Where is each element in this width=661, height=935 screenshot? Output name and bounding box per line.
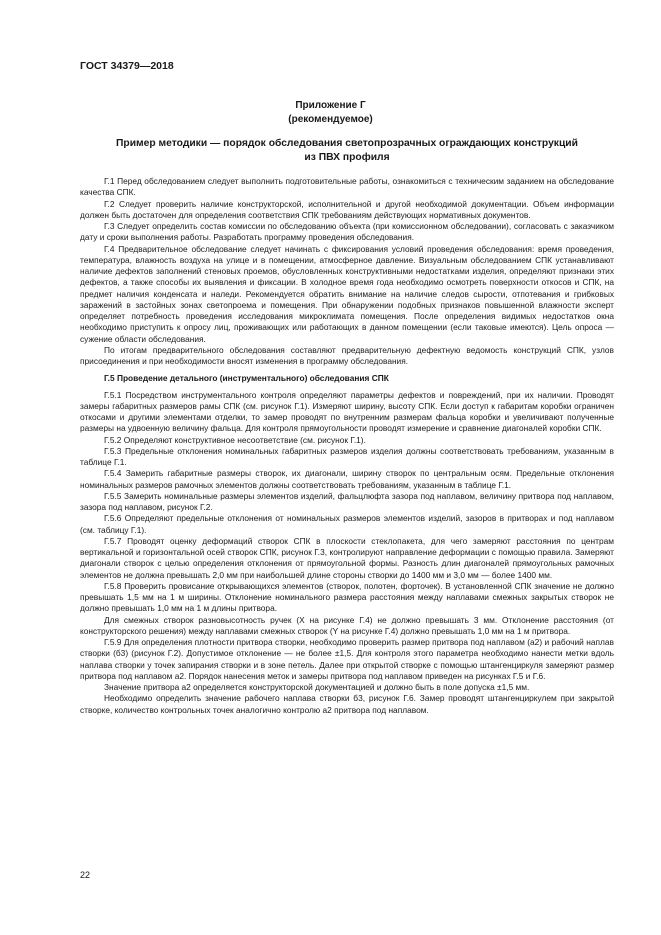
title-line-2: из ПВХ профиля [304, 152, 390, 163]
paragraph-g5-7: Г.5.7 Проводят оценку деформаций створок СПК в плоскости стеклопакета, для чего замеряют расстояния по центрам вертикальной и горизонтальной осей створок СПК, рисунок Г.3, контролируют направление деформации с помощью правила. Замеряют диагонали створок с целью определения отклонения от прямоугольной формы. Разность длин диагоналей прямоугольных рамочных элементов не должна превышать 2,0 мм при наибольшей длине стороны створки до 1400 мм и 3,0 мм — более 1400 мм. [80, 535, 614, 580]
paragraph-g5-5: Г.5.5 Замерить номинальные размеры элементов изделий, фальцлюфта зазора под наплавом, величину притвора под наплавом, зазора под наплавом, рисунок Г.2. [80, 490, 614, 512]
paragraph-g2: Г.2 Следует проверить наличие конструкторской, исполнительной и другой необходимой документации. Объем информации должен быть достаточен для определения соответствия СПК требованиям действующих нормативных документов. [80, 198, 614, 220]
appendix-label: Приложение Г [295, 100, 366, 111]
document-title [80, 137, 614, 165]
standard-header: ГОСТ 34379—2018 [80, 60, 174, 72]
paragraph-b3-measure: Необходимо определить значение рабочего наплава створки б3, рисунок Г.6. Замер проводят штангенциркулем при закрытой створке, количество контрольных точек аналогично контролю а2 притвора под наплавом. [80, 693, 614, 715]
paragraph-g3: Г.3 Следует определить состав комиссии по обследованию объекта (при комиссионном обследовании), согласовать с заказчиком дату и сроки выполнения работы. Разработать программу проведения обследования. [80, 221, 614, 243]
paragraph-g5-8: Г.5.8 Проверить провисание открывающихся элементов (створок, полотен, форточек). В установленной СПК значение не должно превышать 1,5 мм на 1 м ширины. Отклонение номинального размера расстояния между наплавами смежных закрытых створок не должно превышать 1,0 мм на 1 м длины притвора. [80, 580, 614, 614]
paragraph-g5-1: Г.5.1 Посредством инструментального контроля определяют параметры дефектов и повреждений, при их наличии. Проводят замеры габаритных размеров рамы СПК (см. рисунок Г.1). Измеряют ширину, высоту СПК. Если доступ к габаритам коробки ограничен откосами и другими элементами отделки, то замер проводят по внутренним размерам фальца коробки и увеличивают полученные размеры на удвоенную величину фальца. Для контроля прямоугольности проводят измерение и сравнение диагоналей коробки СПК. [80, 389, 614, 434]
paragraph-g4: Г.4 Предварительное обследование следует начинать с фиксирования условий проведения обследования: время проведения, температура, влажность воздуха на улице и в помещении, атмосферное давление. Визуальным обследованием СПК устанавливают наличие дефектов заполнений стеновых проемов, обусловленных конструктивными недостатками изделия, определяют признаки этих дефектов, а также способы их выявления и фиксации. В холодное время года необходимо осмотреть поверхности откосов и СПК, на предмет наличия конденсата и наледи. Рекомендуется обратить внимание на наличие следов сырости, отпотевания и грибковых заражений в застойных зонах светопроема и помещения. При обнаружении подобных признаков повышенной влажности эксперт определяет потребность проведения исследования микроклимата помещения. После определения видимых недостатков окна необходимо приступить к опросу лиц, проживающих или работающих в данном помещении (если таковые имеются). Цель опроса — сужение области обследования. [80, 243, 614, 344]
paragraph-g5-3: Г.5.3 Предельные отклонения номинальных габаритных размеров изделия должны соответствовать требованиям, указанным в таблице Г.1. [80, 445, 614, 467]
paragraph-g5-9: Г.5.9 Для определения плотности притвора створки, необходимо проверить размер притвора под наплавом (а2) и рабочий наплав створки (б3) (рисунок Г.2). Допустимое отклонение — не более ±1,5. Для контроля этого параметра необходимо нанести метки вдоль наплава створки у точек запирания створки и в зоне петель. Далее при открытой створке с помощью штангенциркуля замеряют размер притвора под наплавом а2. Порядок нанесения меток и замеры притвора под наплавом приведен на рисунках Г.5 и Г.6. [80, 637, 614, 681]
paragraph-g5-4: Г.5.4 Замерить габаритные размеры створок, их диагонали, ширину створок по центральным осям. Предельные отклонения номинальных размеров рамочных элементов должны соответствовать требованиям, указанным в таблице Г.1. [80, 468, 614, 490]
paragraph-g5-8-handles: Для смежных створок разновысотность ручек (X на рисунке Г.4) не должно превышать 3 мм. Отклонение расстояния (от конструкторского решения) между наплавами смежных створок (Y на рисунке Г.4) должно превышать 1,0 мм на 1 м притвора. [80, 614, 614, 636]
page-number: 22 [80, 870, 91, 880]
section-heading-g5: Г.5 Проведение детального (инструментального) обследования СПК [104, 373, 389, 384]
paragraph-summary: По итогам предварительного обследования составляют предварительную дефектную ведомость конструкций СПК, узлов присоединения и при необходимости вносят изменения в программу обследования. [80, 344, 614, 366]
paragraph-g5-6: Г.5.6 Определяют предельные отклонения от номинальных размеров элементов изделий, зазоров в притворах и под наплавом (см. таблицу Г.1). [80, 513, 614, 535]
appendix-kind: (рекомендуемое) [288, 114, 373, 125]
document-body [80, 176, 614, 716]
paragraph-g5-2: Г.5.2 Определяют конструктивное несоответствие (см. рисунок Г.1). [104, 434, 366, 445]
paragraph-a2-value: Значение притвора а2 определяется конструкторской документацией и должно быть в поле допуска ±1,5 мм. [104, 682, 530, 692]
paragraph-g1: Г.1 Перед обследованием следует выполнить подготовительные работы, ознакомиться с техническим заданием на обследование качества СПК. [80, 176, 614, 198]
appendix-heading [0, 99, 661, 127]
title-line-1: Пример методики — порядок обследования светопрозрачных ограждающих конструкций [116, 138, 578, 149]
